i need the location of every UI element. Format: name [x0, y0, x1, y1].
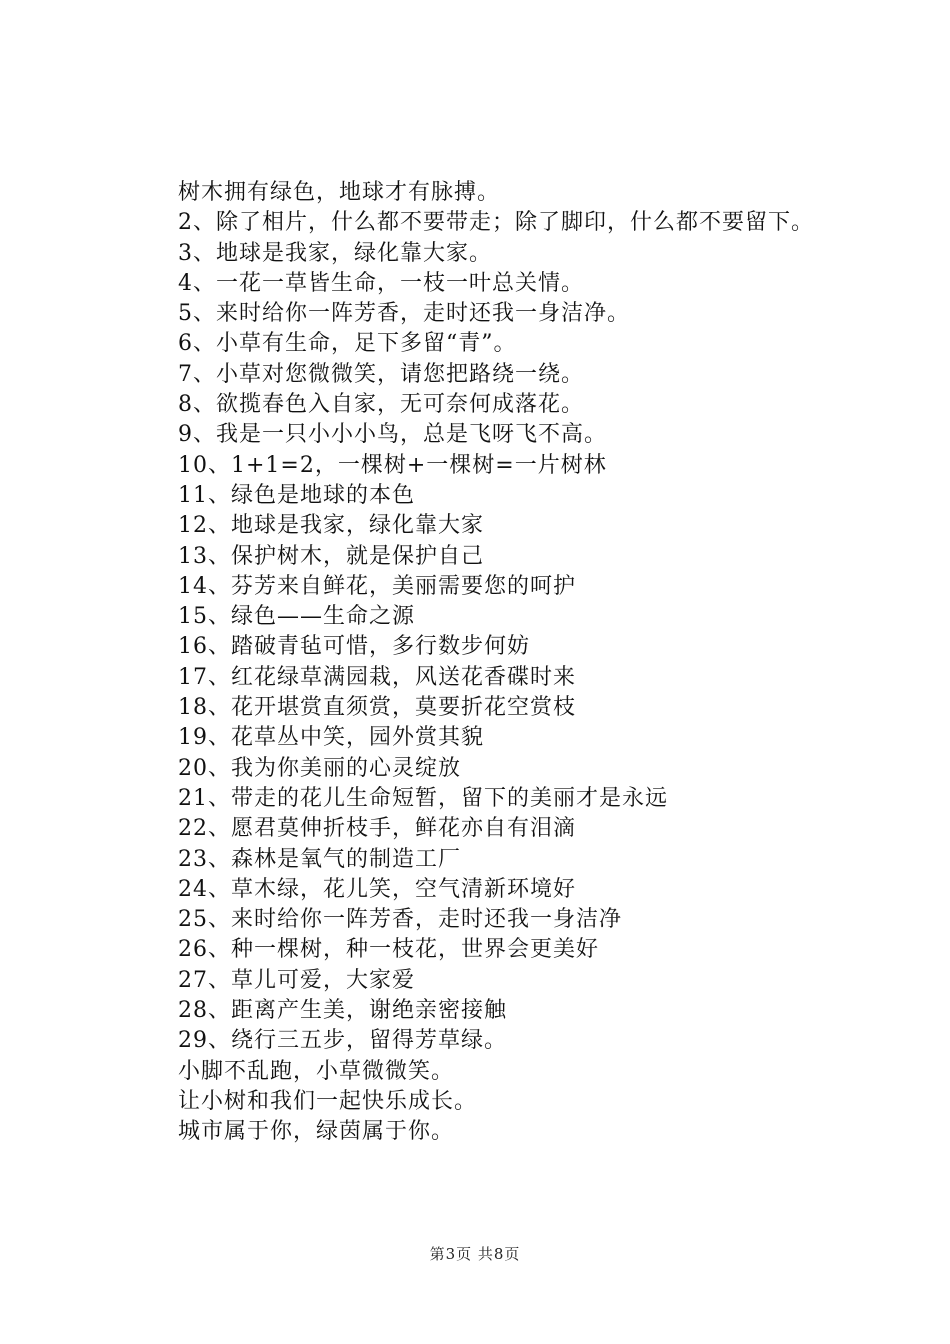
text-line: 18、花开堪赏直须赏，莫要折花空赏枝 [178, 695, 576, 721]
text-line: 20、我为你美丽的心灵绽放 [178, 755, 461, 781]
text-line: 11、绿色是地球的本色 [178, 482, 415, 508]
text-line: 小脚不乱跑，小草微微笑。 [178, 1058, 455, 1084]
text-line: 28、距离产生美，谢绝亲密接触 [178, 998, 507, 1024]
text-line: 6、小草有生命，足下多留“青”。 [178, 331, 517, 357]
text-line: 10、1+1=2，一棵树+一棵树=一片树林 [178, 452, 607, 478]
text-line: 7、小草对您微微笑，请您把路绕一绕。 [178, 361, 584, 387]
document-body [138, 178, 838, 1148]
text-line: 17、红花绿草满园栽，风送花香碟时来 [178, 664, 576, 690]
text-line: 15、绿色——生命之源 [178, 604, 415, 630]
text-line: 29、绕行三五步，留得芳草绿。 [178, 1028, 507, 1054]
text-line: 16、踏破青毡可惜，多行数步何妨 [178, 634, 530, 660]
text-line: 2、除了相片，什么都不要带走；除了脚印，什么都不要留下。 [178, 210, 814, 236]
text-line: 24、草木绿，花儿笑，空气清新环境好 [178, 876, 576, 902]
text-line: 9、我是一只小小小鸟，总是飞呀飞不高。 [178, 422, 607, 448]
text-line: 27、草儿可爱，大家爱 [178, 967, 415, 993]
text-line: 5、来时给你一阵芳香，走时还我一身洁净。 [178, 301, 630, 327]
text-line: 23、森林是氧气的制造工厂 [178, 846, 461, 872]
text-line: 12、地球是我家，绿化靠大家 [178, 513, 484, 539]
text-line: 树木拥有绿色，地球才有脉搏。 [178, 180, 501, 205]
text-line: 3、地球是我家，绿化靠大家。 [178, 240, 492, 266]
text-line: 14、芬芳来自鲜花，美丽需要您的呵护 [178, 573, 576, 599]
text-line: 19、花草丛中笑，园外赏其貌 [178, 725, 484, 751]
text-line: 13、保护树木，就是保护自己 [178, 543, 484, 569]
text-line: 4、一花一草皆生命，一枝一叶总关情。 [178, 270, 584, 296]
text-line: 21、带走的花儿生命短暂，留下的美丽才是永远 [178, 785, 668, 811]
text-line: 22、愿君莫伸折枝手，鲜花亦自有泪滴 [178, 816, 576, 842]
page-number-footer: 第3页 共8页 [429, 1245, 521, 1263]
text-line: 25、来时给你一阵芳香，走时还我一身洁净 [178, 907, 622, 933]
text-line: 城市属于你，绿茵属于你。 [178, 1119, 455, 1145]
text-line: 8、欲揽春色入自家，无可奈何成落花。 [178, 392, 584, 418]
text-line: 26、种一棵树，种一枝花，世界会更美好 [178, 937, 599, 963]
text-line: 让小树和我们一起快乐成长。 [178, 1088, 478, 1114]
